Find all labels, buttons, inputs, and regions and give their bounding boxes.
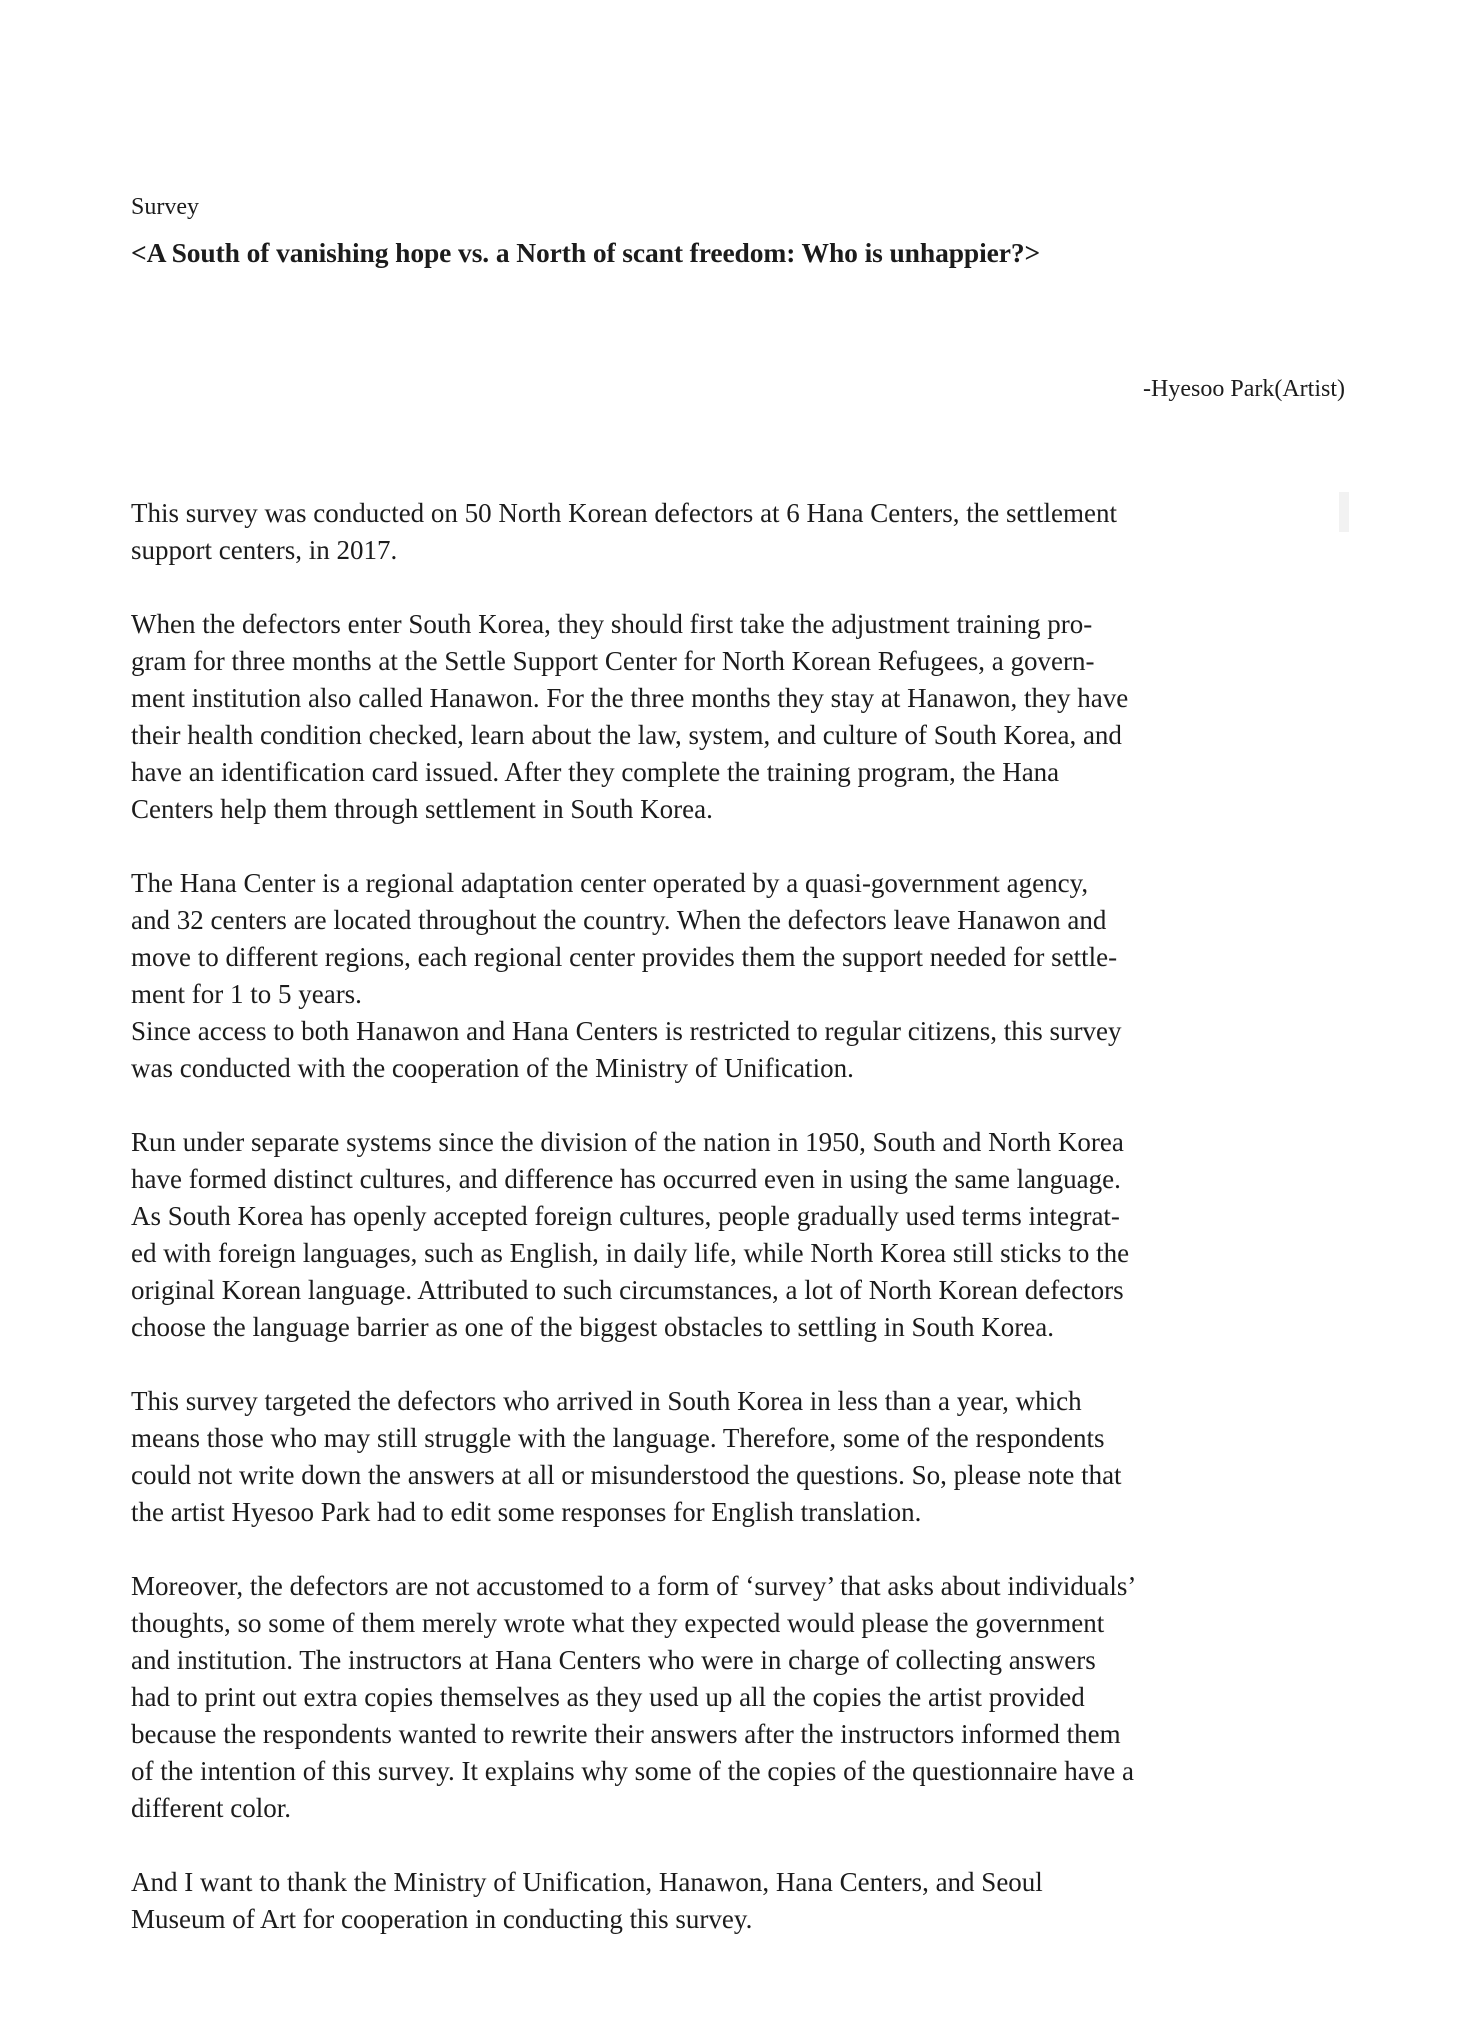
paragraph-hanawon-training bbox=[131, 606, 1361, 828]
document-title: <A South of vanishing hope vs. a North of scant freedom: Who is unhappier?> bbox=[131, 237, 1041, 268]
paragraph-survey-overview bbox=[131, 495, 1361, 569]
text-line: ment for 1 to 5 years. bbox=[131, 979, 362, 1009]
text-line: Moreover, the defectors are not accustomed to a form of ‘survey’ that asks about individuals’ bbox=[131, 1571, 1137, 1601]
text-line: because the respondents wanted to rewrite their answers after the instructors informed them bbox=[131, 1719, 1121, 1749]
text-line: original Korean language. Attributed to such circumstances, a lot of North Korean defectors bbox=[131, 1275, 1124, 1305]
text-line: ment institution also called Hanawon. For the three months they stay at Hanawon, they have bbox=[131, 683, 1129, 713]
text-line: and 32 centers are located throughout the country. When the defectors leave Hanawon and bbox=[131, 905, 1107, 935]
text-line: different color. bbox=[131, 1793, 291, 1823]
text-line: The Hana Center is a regional adaptation center operated by a quasi-government agency, bbox=[131, 868, 1089, 898]
text-line: ed with foreign languages, such as English, in daily life, while North Korea still sticks to the bbox=[131, 1238, 1130, 1268]
text-line: have formed distinct cultures, and difference has occurred even in using the same language. bbox=[131, 1164, 1121, 1194]
paragraph-survey-form-note bbox=[131, 1568, 1361, 1827]
text-line: Museum of Art for cooperation in conducting this survey. bbox=[131, 1904, 753, 1934]
paragraph-survey-target bbox=[131, 1383, 1361, 1531]
text-line: This survey targeted the defectors who arrived in South Korea in less than a year, which bbox=[131, 1386, 1082, 1416]
text-line: could not write down the answers at all or misunderstood the questions. So, please note that bbox=[131, 1460, 1122, 1490]
document-label: Survey bbox=[131, 194, 199, 220]
text-line: gram for three months at the Settle Support Center for North Korean Refugees, a govern- bbox=[131, 646, 1095, 676]
text-line: choose the language barrier as one of the biggest obstacles to settling in South Korea. bbox=[131, 1312, 1054, 1342]
text-line: the artist Hyesoo Park had to edit some responses for English translation. bbox=[131, 1497, 922, 1527]
text-line: their health condition checked, learn about the law, system, and culture of South Korea, and bbox=[131, 720, 1122, 750]
text-line: had to print out extra copies themselves as they used up all the copies the artist provided bbox=[131, 1682, 1085, 1712]
document-body bbox=[131, 495, 1361, 1938]
paragraph-access-restriction bbox=[131, 1013, 1361, 1087]
text-line: Centers help them through settlement in South Korea. bbox=[131, 794, 713, 824]
paragraph-hana-center bbox=[131, 865, 1361, 1013]
text-line: And I want to thank the Ministry of Unification, Hanawon, Hana Centers, and Seoul bbox=[131, 1867, 1043, 1897]
text-line: have an identification card issued. After they complete the training program, the Hana bbox=[131, 757, 1060, 787]
text-line: of the intention of this survey. It explains why some of the copies of the questionnaire have a bbox=[131, 1756, 1134, 1786]
text-line: means those who may still struggle with the language. Therefore, some of the respondents bbox=[131, 1423, 1105, 1453]
text-line: was conducted with the cooperation of the Ministry of Unification. bbox=[131, 1053, 854, 1083]
text-line: move to different regions, each regional center provides them the support needed for settle- bbox=[131, 942, 1118, 972]
author-byline: -Hyesoo Park(Artist) bbox=[1143, 376, 1345, 402]
text-line: This survey was conducted on 50 North Korean defectors at 6 Hana Centers, the settlement bbox=[131, 498, 1117, 528]
paragraph-language-barrier bbox=[131, 1124, 1361, 1346]
text-line: Run under separate systems since the division of the nation in 1950, South and North Korea bbox=[131, 1127, 1124, 1157]
text-line: As South Korea has openly accepted foreign cultures, people gradually used terms integrat- bbox=[131, 1201, 1120, 1231]
paragraph-acknowledgements bbox=[131, 1864, 1361, 1938]
text-line: Since access to both Hanawon and Hana Centers is restricted to regular citizens, this survey bbox=[131, 1016, 1122, 1046]
text-line: support centers, in 2017. bbox=[131, 535, 398, 565]
text-line: When the defectors enter South Korea, they should first take the adjustment training pro- bbox=[131, 609, 1093, 639]
text-line: and institution. The instructors at Hana Centers who were in charge of collecting answers bbox=[131, 1645, 1096, 1675]
text-line: thoughts, so some of them merely wrote what they expected would please the government bbox=[131, 1608, 1105, 1638]
